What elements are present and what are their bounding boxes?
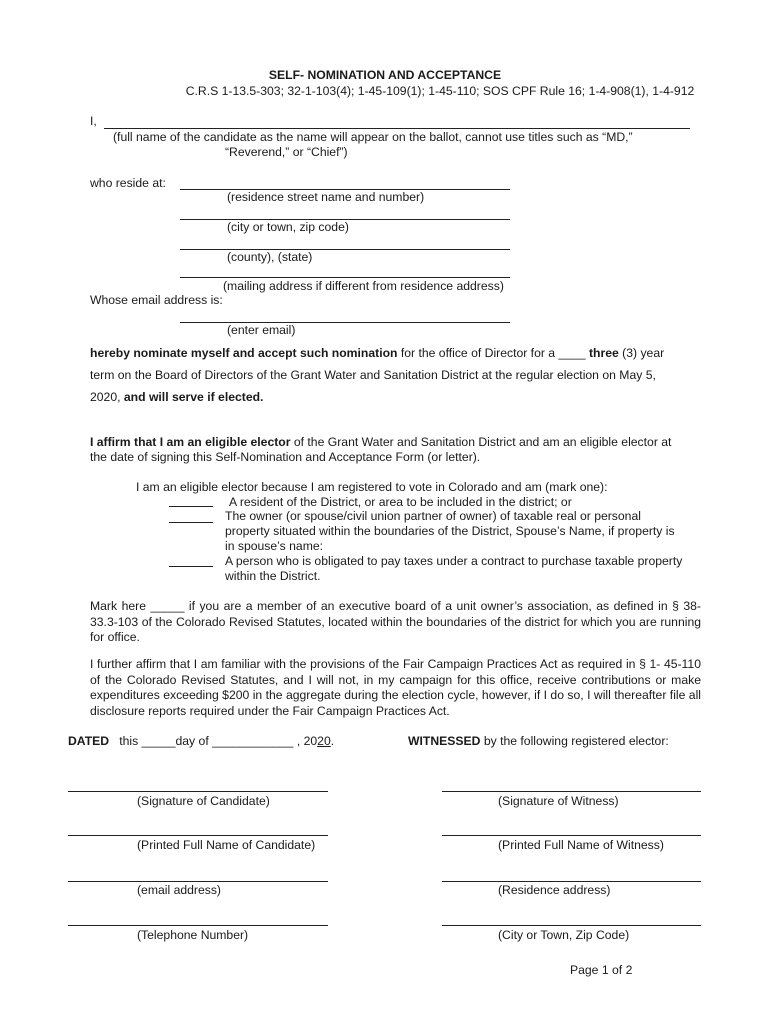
candidate-name-field[interactable] (104, 128, 690, 129)
mark-here-paragraph: Mark here _____ if you are a member of an executive board of a unit owner’s association, as defined in § 38-33.3-103 of the Colorado Revised Statutes, located within the boundaries of the district for which you are running for office. (90, 599, 701, 645)
nomination-line-3 (90, 390, 263, 406)
street-hint: (residence street name and number) (227, 190, 425, 204)
candidate-phone-label: (Telephone Number) (137, 928, 249, 942)
candidate-name-print-field[interactable] (68, 835, 328, 836)
candidate-phone-field[interactable] (68, 925, 328, 926)
candidate-email-label: (email address) (137, 883, 221, 897)
dated-label: DATED (68, 734, 110, 748)
candidate-signature-field[interactable] (68, 791, 328, 792)
term-blank[interactable]: ____ (558, 346, 586, 360)
affirm-text: of the Grant Water and Sanitation District and am an eligible elector at (290, 435, 672, 449)
option-3-text-a: A person who is obligated to pay taxes under a contract to purchase taxable property (225, 554, 683, 568)
day-blank[interactable]: _____ (141, 734, 176, 748)
option-2-text-a: The owner (or spouse/civil union partner of owner) of taxable real or personal (225, 509, 641, 523)
option-3-text-b: within the District. (225, 569, 321, 583)
eligibility-intro: I am an eligible elector because I am registered to vote in Colorado and am (mark one): (136, 480, 608, 494)
nomination-text-1: for the office of Director for a (397, 346, 559, 360)
witnessed-line (408, 734, 669, 750)
witness-residence-field[interactable] (442, 881, 701, 882)
candidate-name-print-label: (Printed Full Name of Candidate) (137, 838, 316, 852)
witnessed-text: by the following registered elector: (480, 734, 669, 748)
option-3-mark[interactable] (169, 566, 213, 567)
page-number: Page 1 of 2 (570, 963, 633, 977)
dated-line (68, 734, 334, 750)
mailing-hint: (mailing address if different from residence address) (223, 279, 504, 293)
fair-campaign-paragraph: I further affirm that I am familiar with the provisions of the Fair Campaign Practices Act as required in § 1- 45-110 of the Colorado Revised Statutes, and I will not, in my campaign for this office, receive contributions or make expenditures exceeding $200 in the aggregate during the election cycle, however, if I do so, I will thereafter file all disclosure reports required under the Fair Campaign Practices Act. (90, 657, 701, 718)
witness-signature-label: (Signature of Witness) (498, 794, 619, 808)
dated-this: this (119, 734, 139, 748)
nomination-bold: hereby nominate myself and accept such nomination (90, 346, 398, 360)
witness-signature-field[interactable] (442, 791, 701, 792)
i-label: I, (90, 114, 97, 128)
nomination-line-1 (90, 346, 664, 362)
name-hint-1: (full name of the candidate as the name will appear on the ballot, cannot use titles such as “MD,” (113, 130, 633, 144)
email-label: Whose email address is: (90, 293, 223, 307)
witness-name-print-label: (Printed Full Name of Witness) (498, 838, 664, 852)
affirm-line-1 (90, 435, 671, 451)
affirm-line-2: the date of signing this Self-Nomination and Acceptance Form (or letter). (90, 450, 481, 464)
nomination-serve: and will serve if elected. (123, 390, 264, 404)
year-prefix: , 20 (296, 734, 318, 748)
candidate-signature-label: (Signature of Candidate) (137, 794, 270, 808)
option-1-text: A resident of the District, or area to be included in the district; or (229, 495, 572, 509)
day-of: day of (175, 734, 209, 748)
nomination-text-2: (3) year (618, 346, 665, 360)
candidate-email-field[interactable] (68, 881, 328, 882)
witness-city-field[interactable] (442, 925, 701, 926)
affirm-bold: I affirm that I am an eligible elector (90, 435, 291, 449)
witness-city-label: (City or Town, Zip Code) (498, 928, 630, 942)
witnessed-label: WITNESSED (408, 734, 481, 748)
name-hint-2: “Reverend,” or “Chief”) (225, 145, 348, 159)
form-title: SELF- NOMINATION AND ACCEPTANCE (268, 68, 502, 82)
month-blank[interactable]: ____________ (212, 734, 294, 748)
nomination-line-2: term on the Board of Directors of the Grant Water and Sanitation District at the regular election on May 5, (90, 368, 656, 382)
witness-name-print-field[interactable] (442, 835, 701, 836)
option-1-mark[interactable] (169, 506, 213, 507)
year-suffix[interactable]: 20 (317, 734, 331, 748)
dated-period: . (330, 734, 335, 748)
term-bold: three (585, 346, 619, 360)
reside-label: who reside at: (90, 176, 166, 190)
witness-residence-label: (Residence address) (498, 883, 611, 897)
nomination-year: 2020, (90, 390, 124, 404)
city-hint: (city or town, zip code) (227, 220, 349, 234)
mailing-field[interactable] (180, 277, 510, 278)
county-hint: (county), (state) (227, 250, 313, 264)
email-hint: (enter email) (227, 323, 296, 337)
option-2-text-b: property situated within the boundaries of the District, Spouse’s Name, if property is (225, 524, 675, 538)
option-2-mark[interactable] (169, 522, 213, 523)
statute-citation: C.R.S 1-13.5-303; 32-1-103(4); 1-45-109(1); 1-45-110; SOS CPF Rule 16; 1-4-908(1), 1-4-912 (185, 84, 695, 98)
option-2-text-c: in spouse’s name: (225, 539, 324, 553)
